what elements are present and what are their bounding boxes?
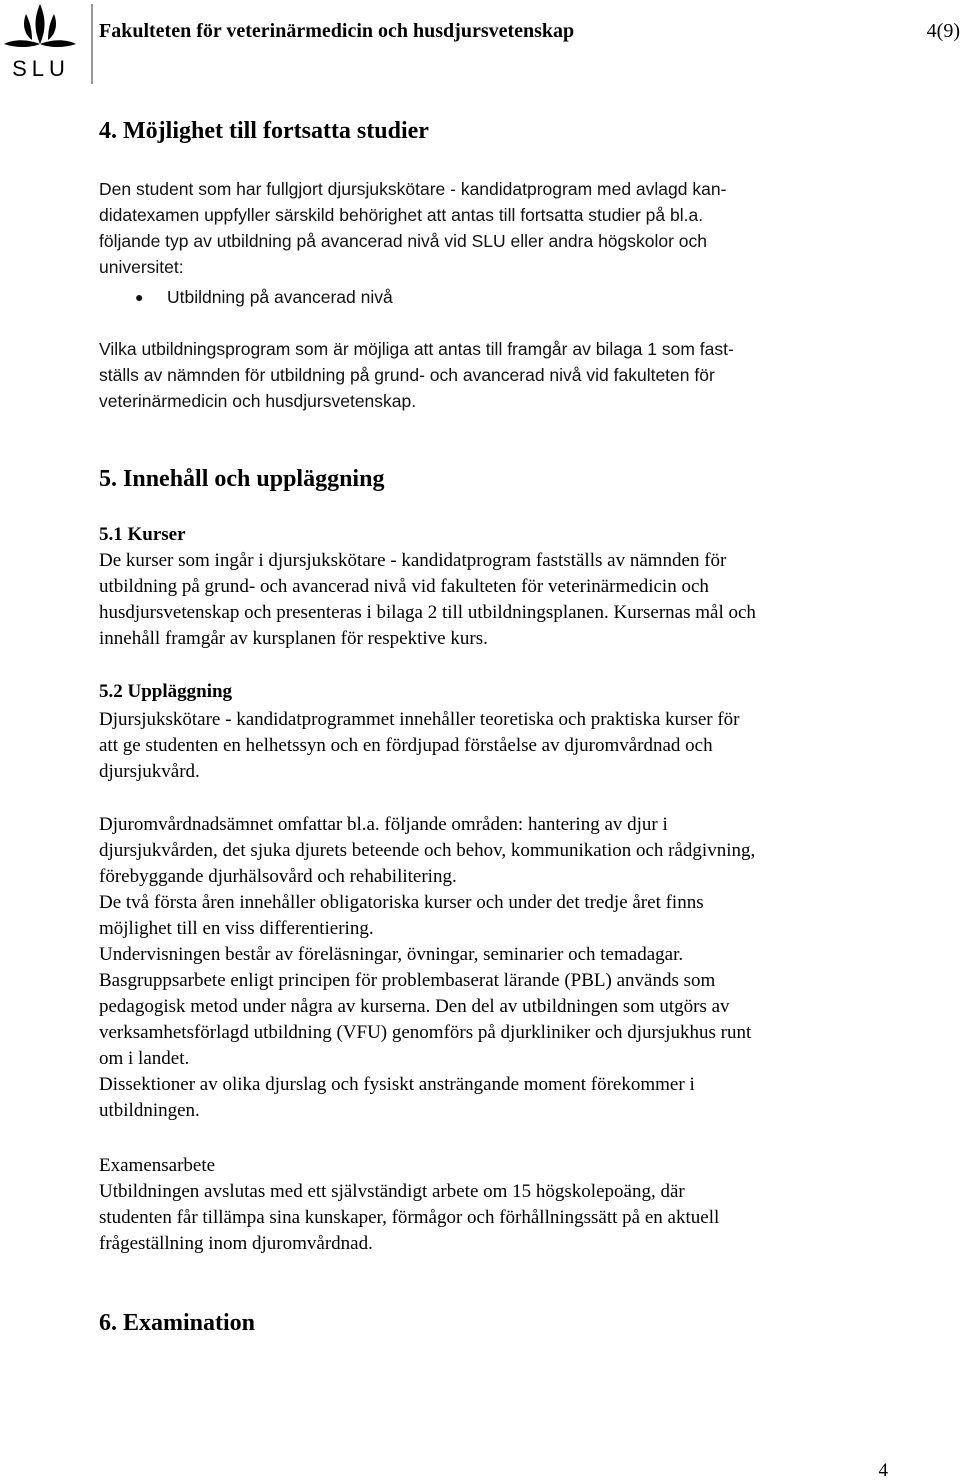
text-line: Utbildningen avslutas med ett självständigt arbete om 15 högskolepoäng, där [99,1181,685,1202]
text-line: Den student som har fullgjort djursjukskötare - kandidatprogram med avlagd kan- [99,179,727,199]
text-line: verksamhetsförlagd utbildning (VFU) genomförs på djurkliniker och djursjukhus runt [99,1022,752,1043]
section-6-heading: 6. Examination [99,1310,256,1336]
text-line: husdjursvetenskap och presenteras i bilaga 2 till utbildningsplanen. Kursernas mål och [99,602,756,623]
slu-leaf-icon [0,0,80,60]
section-4-paragraph-1 [99,176,899,280]
text-line: utbildning på grund- och avancerad nivå vid fakulteten för veterinärmedicin och [99,576,709,597]
text-line: djursjukvård. [99,761,200,782]
text-line: Basgruppsarbete enligt principen för problembaserat lärande (PBL) används som [99,970,716,991]
text-line: att ge studenten en helhetssyn och en fördjupad förståelse av djuromvårdnad och [99,735,713,756]
text-line: om i landet. [99,1048,190,1069]
text-line: förebyggande djurhälsovård och rehabilitering. [99,866,457,887]
slu-logo [0,0,80,84]
text-line: didatexamen uppfyller särskild behörighet att antas till fortsatta studier på bl.a. [99,205,704,225]
section-5-2-paragraph-2 [99,812,899,1124]
section-5-1-paragraph [99,548,899,652]
text-line: Vilka utbildningsprogram som är möjliga att antas till framgår av bilaga 1 som fast- [99,339,734,359]
logo-text: SLU [12,56,70,81]
text-line: ställs av nämnden för utbildning på grund- och avancerad nivå vid fakulteten för [99,365,715,385]
section-5-2-heading: 5.2 Uppläggning [99,681,233,702]
text-line: Dissektioner av olika djurslag och fysiskt ansträngande moment förekommer i [99,1074,695,1095]
text-line: studenten får tillämpa sina kunskaper, förmågor och förhållningssätt på en aktuell [99,1207,720,1228]
section-5-heading: 5. Innehåll och uppläggning [99,466,385,492]
header-divider [91,4,93,84]
text-line: De två första åren innehåller obligatoriska kurser och under det tredje året finns [99,892,704,913]
text-line: De kurser som ingår i djursjukskötare - kandidatprogram fastställs av nämnden för [99,550,727,571]
page-number: 4 [878,1460,888,1481]
bullet-dot-icon: ● [135,289,144,305]
text-line: Undervisningen består av föreläsningar, övningar, seminarier och temadagar. [99,944,684,965]
text-line: följande typ av utbildning på avancerad nivå vid SLU eller andra högskolor och [99,231,708,251]
page-count: 4(9) [926,20,960,42]
text-line: universitet: [99,257,184,277]
text-line: veterinärmedicin och husdjursvetenskap. [99,391,417,411]
text-line: Djursjukskötare - kandidatprogrammet innehåller teoretiska och praktiska kurser för [99,709,740,730]
section-5-1-heading: 5.1 Kurser [99,524,186,545]
text-line: pedagogisk metod under några av kurserna. Den del av utbildningen som utgörs av [99,996,730,1017]
text-line: innehåll framgår av kursplanen för respektive kurs. [99,628,488,649]
examensarbete-paragraph [99,1179,899,1257]
header-title: Fakulteten för veterinärmedicin och husdjursvetenskap [99,20,575,42]
text-line: utbildningen. [99,1100,200,1121]
bullet-item: Utbildning på avancerad nivå [167,287,393,307]
text-line: möjlighet till en viss differentiering. [99,918,374,939]
text-line: frågeställning inom djuromvårdnad. [99,1233,373,1254]
section-4-paragraph-2 [99,336,899,414]
examensarbete-heading: Examensarbete [99,1155,216,1176]
text-line: Djuromvårdnadsämnet omfattar bl.a. följande områden: hantering av djur i [99,814,668,835]
section-4-heading: 4. Möjlighet till fortsatta studier [99,118,429,144]
section-5-2-paragraph [99,707,899,785]
text-line: djursjukvården, det sjuka djurets beteende och behov, kommunikation och rådgivning, [99,840,756,861]
